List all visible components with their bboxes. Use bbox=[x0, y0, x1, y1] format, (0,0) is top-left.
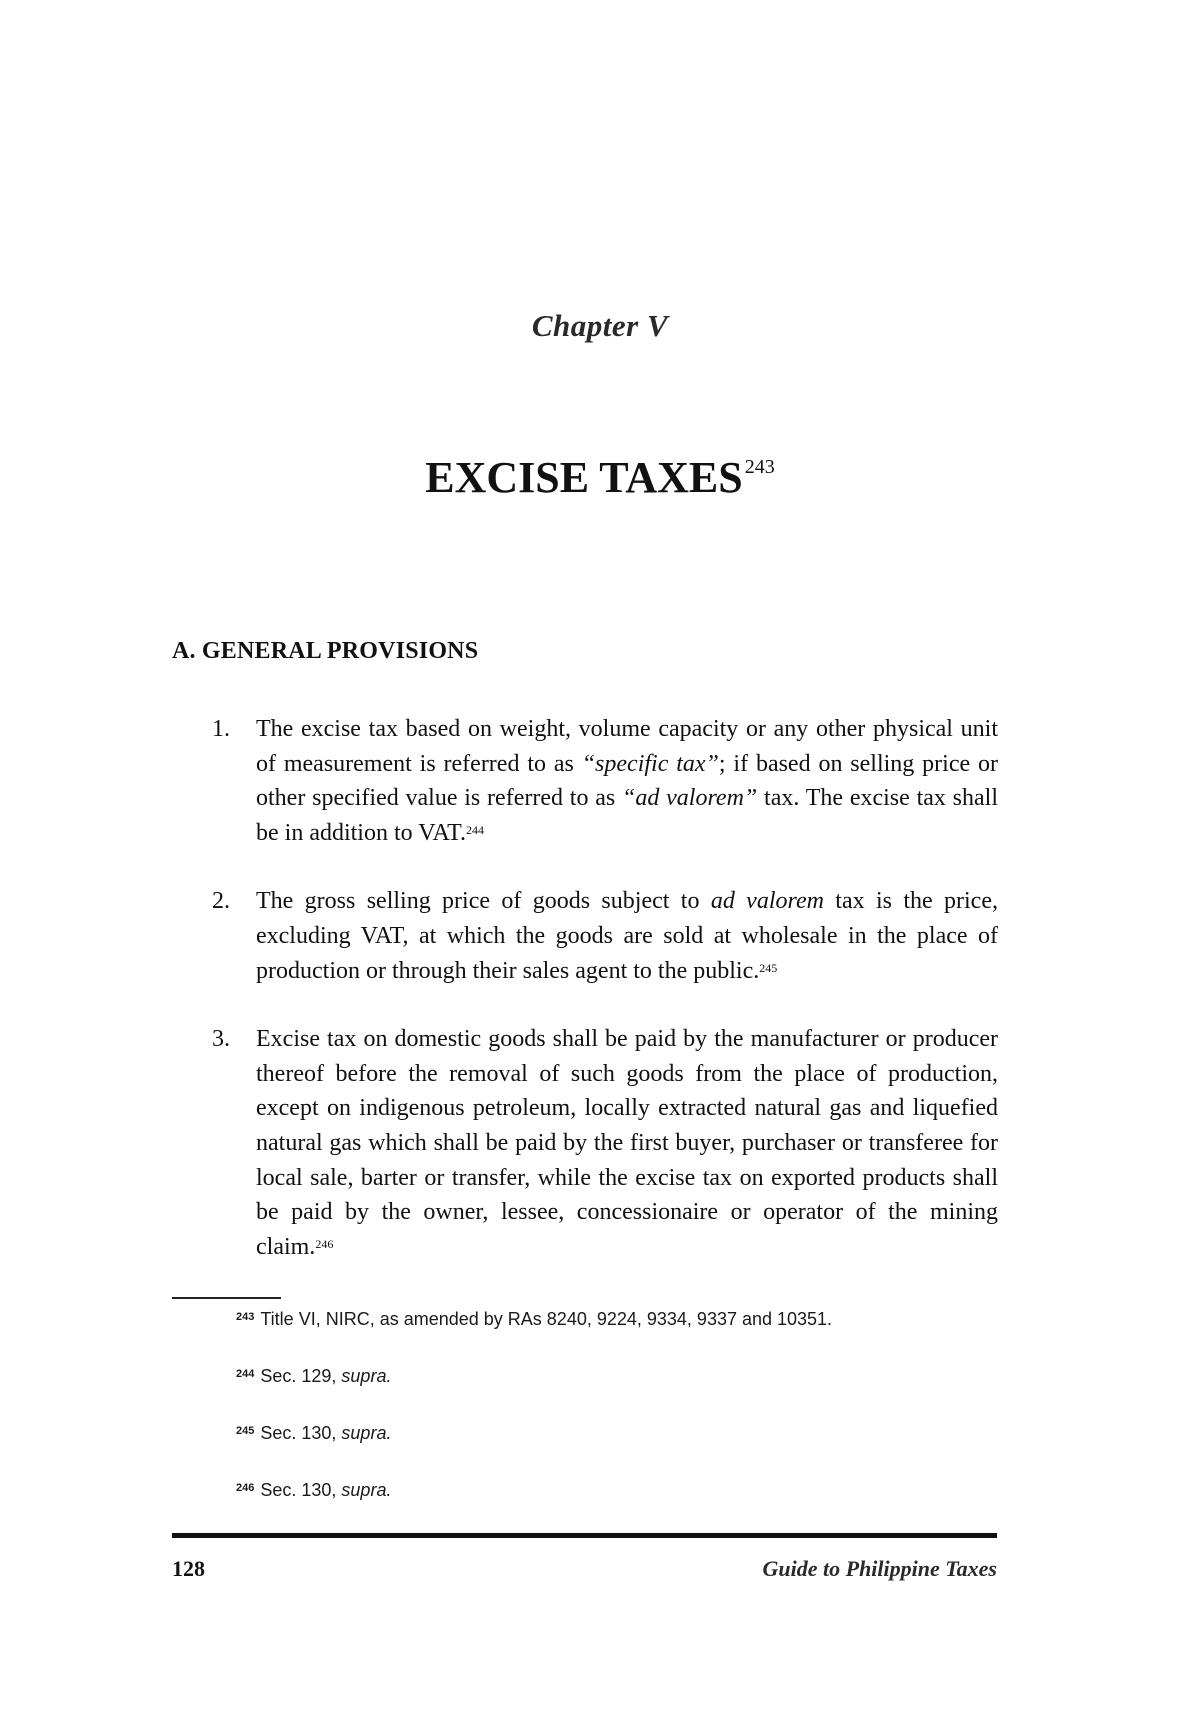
item-text: The gross selling price of goods subject to bbox=[256, 888, 711, 915]
footnote-italic: supra. bbox=[341, 1366, 392, 1386]
footnote-number: 246 bbox=[236, 1482, 255, 1494]
footnote bbox=[236, 1306, 1036, 1363]
item-number: 3. bbox=[212, 1026, 230, 1053]
footer-rule bbox=[172, 1533, 997, 1538]
provisions-list bbox=[212, 712, 998, 1298]
footnote-text: Sec. 130, bbox=[260, 1423, 342, 1443]
footnote-ref: 244 bbox=[466, 822, 484, 837]
chapter-title-text: EXCISE TAXES bbox=[425, 453, 743, 502]
item-emphasis: “ad valorem” bbox=[622, 785, 758, 812]
chapter-label: Chapter V bbox=[531, 308, 669, 343]
footnote-italic: supra. bbox=[341, 1423, 392, 1443]
item-emphasis: ad valorem bbox=[710, 888, 824, 915]
footnote bbox=[236, 1477, 1036, 1534]
footnote-ref: 245 bbox=[759, 960, 778, 975]
footnote-italic: supra. bbox=[341, 1480, 392, 1500]
list-item bbox=[212, 884, 998, 988]
footnote bbox=[236, 1363, 1036, 1420]
running-title: Guide to Philippine Taxes bbox=[762, 1556, 997, 1581]
item-text: ; if based on selling price or other specified value is referred to as bbox=[256, 750, 998, 812]
footnote-divider bbox=[172, 1297, 281, 1299]
footnotes bbox=[236, 1306, 1036, 1534]
footnote-text: Sec. 129, bbox=[260, 1366, 342, 1386]
footnote-ref: 246 bbox=[315, 1236, 334, 1251]
list-item bbox=[212, 1022, 998, 1264]
footnote bbox=[236, 1420, 1036, 1477]
item-number: 2. bbox=[212, 888, 230, 915]
footnote-text: Title VI, NIRC, as amended by RAs 8240, 9224, 9334, 9337 and 10351. bbox=[260, 1309, 833, 1329]
footnote-text: Sec. 130, bbox=[260, 1480, 342, 1500]
item-text: Excise tax on domestic goods shall be paid by the manufacturer or producer thereof before the removal of such goods from the place of production, except on indigenous petroleum, locally extracted natural gas and liquefied natural gas which shall be paid by the first buyer, purchaser or transferee for local sale, barter or transfer, while the excise tax on exported products shall be paid by the owner, lessee, concessionaire or operator of the mining claim. bbox=[256, 1026, 998, 1260]
item-text: tax. The excise tax shall be in addition to VAT. bbox=[256, 785, 999, 846]
item-emphasis: “specific tax” bbox=[581, 750, 719, 777]
page-number: 128 bbox=[172, 1556, 205, 1581]
chapter-title bbox=[0, 452, 1200, 503]
footnote-number: 244 bbox=[236, 1368, 255, 1380]
footnote-number: 243 bbox=[236, 1311, 255, 1323]
footnote-ref: 243 bbox=[744, 456, 775, 478]
item-number: 1. bbox=[212, 716, 230, 742]
footnote-number: 245 bbox=[236, 1425, 255, 1437]
item-text: tax is the price, excluding VAT, at which the goods are sold at wholesale in the place of production or through their sales agent to the public. bbox=[256, 888, 998, 984]
item-text: The excise tax based on weight, volume capacity or any other physical unit of measurement is referred to as bbox=[256, 716, 998, 777]
list-item bbox=[212, 712, 998, 850]
section-heading: A. GENERAL PROVISIONS bbox=[172, 638, 479, 664]
